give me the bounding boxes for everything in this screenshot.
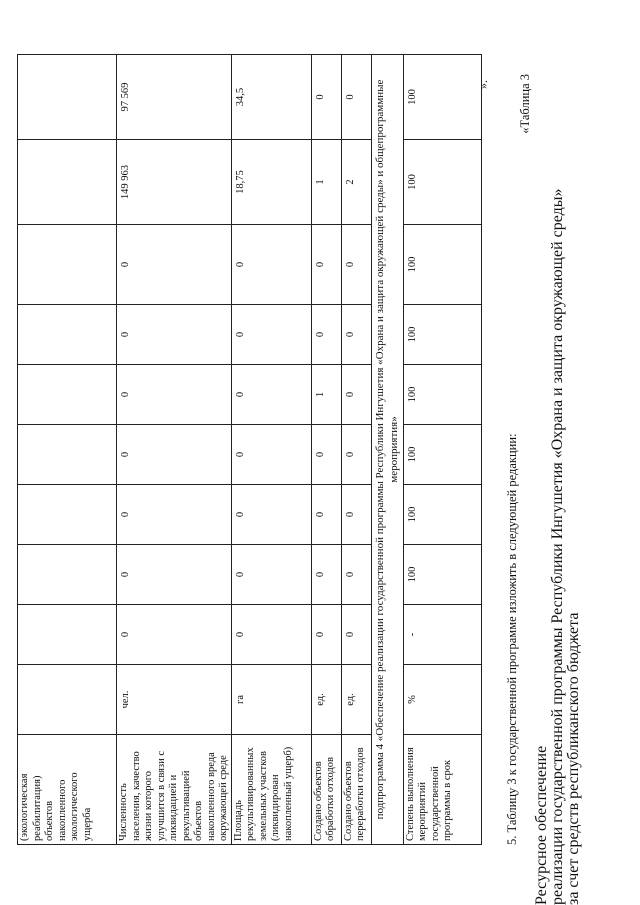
indicator-cell: (экологическая реабилитация) объектов накопленного экологического ущерба: [18, 735, 117, 845]
value-cell: 0: [231, 425, 311, 485]
value-cell: [18, 225, 117, 305]
value-cell: 100: [403, 225, 481, 305]
indicator-cell: Численность населения, качество жизни которого улучшится в связи с ликвидацией и рекультивацией объектов накопленного вреда окружающей среде: [117, 735, 232, 845]
value-cell: 100: [403, 140, 481, 225]
value-cell: 149 963: [117, 140, 232, 225]
value-cell: 0: [117, 545, 232, 605]
unit-cell: [18, 665, 117, 735]
value-cell: -: [403, 605, 481, 665]
unit-cell: %: [403, 665, 481, 735]
value-cell: 0: [117, 225, 232, 305]
value-cell: 0: [231, 545, 311, 605]
value-cell: [18, 425, 117, 485]
unit-cell: чел.: [117, 665, 232, 735]
value-cell: 0: [311, 425, 341, 485]
value-cell: 1: [311, 365, 341, 425]
value-cell: 1: [311, 140, 341, 225]
value-cell: [18, 485, 117, 545]
indicator-cell: Площадь рекультивированных земельных участков (ликвидирован накопленный ущерб): [231, 735, 311, 845]
resource-heading-title: Ресурсное обеспечение: [533, 745, 550, 905]
value-cell: 0: [311, 225, 341, 305]
instruction-text: 5. Таблицу 3 к государственной программе изложить в следующей редакции:: [505, 433, 519, 845]
value-cell: 0: [341, 485, 371, 545]
value-cell: [18, 365, 117, 425]
value-cell: 0: [117, 605, 232, 665]
unit-cell: га: [231, 665, 311, 735]
value-cell: [18, 605, 117, 665]
resource-heading-line: реализации государственной программы Республики Ингушетия «Охрана и защита окружающей среды»: [549, 188, 566, 905]
value-cell: [18, 55, 117, 140]
value-cell: 0: [341, 305, 371, 365]
value-cell: 0: [117, 485, 232, 545]
table-row: [311, 55, 341, 845]
table-row: [341, 55, 371, 845]
unit-cell: ед.: [341, 665, 371, 735]
value-cell: 2: [341, 140, 371, 225]
value-cell: [18, 140, 117, 225]
value-cell: 0: [341, 605, 371, 665]
value-cell: 0: [311, 305, 341, 365]
value-cell: [18, 305, 117, 365]
indicators-table: [17, 54, 482, 845]
value-cell: 0: [311, 55, 341, 140]
value-cell: 18,75: [231, 140, 311, 225]
value-cell: 0: [341, 365, 371, 425]
value-cell: 0: [341, 425, 371, 485]
value-cell: 0: [117, 365, 232, 425]
value-cell: 0: [117, 305, 232, 365]
value-cell: 100: [403, 365, 481, 425]
value-cell: 0: [231, 305, 311, 365]
value-cell: 0: [311, 605, 341, 665]
indicator-cell: Степень выполнения мероприятий государственной программы в срок: [403, 735, 481, 845]
table-row: [117, 55, 232, 845]
resource-heading-line: за счет средств республиканского бюджета: [565, 612, 582, 905]
subprogram-header: подпрограмма 4 «Обеспечение реализации государственной программы Республики Ингушетия «Охрана и защита окружающей среды» и общепрограммные мероприятия»: [371, 55, 403, 845]
value-cell: 0: [341, 225, 371, 305]
value-cell: 0: [341, 55, 371, 140]
value-cell: 100: [403, 55, 481, 140]
value-cell: 0: [231, 605, 311, 665]
unit-cell: ед.: [311, 665, 341, 735]
subprogram-row: [371, 55, 403, 845]
value-cell: 100: [403, 305, 481, 365]
closing-quote: ».: [476, 80, 490, 89]
value-cell: 100: [403, 545, 481, 605]
table-row: [231, 55, 311, 845]
value-cell: [18, 545, 117, 605]
value-cell: 0: [231, 225, 311, 305]
value-cell: 100: [403, 485, 481, 545]
value-cell: 97 569: [117, 55, 232, 140]
value-cell: 0: [231, 485, 311, 545]
table-row: [18, 55, 117, 845]
value-cell: 0: [341, 545, 371, 605]
indicator-cell: Создано объектов переработки отходов: [341, 735, 371, 845]
value-cell: 34,5: [231, 55, 311, 140]
value-cell: 0: [231, 365, 311, 425]
indicator-cell: Создано объектов обработки отходов: [311, 735, 341, 845]
value-cell: 0: [117, 425, 232, 485]
table-row: [403, 55, 481, 845]
value-cell: 100: [403, 425, 481, 485]
value-cell: 0: [311, 545, 341, 605]
value-cell: 0: [311, 485, 341, 545]
table-caption: «Таблица 3: [518, 74, 532, 134]
